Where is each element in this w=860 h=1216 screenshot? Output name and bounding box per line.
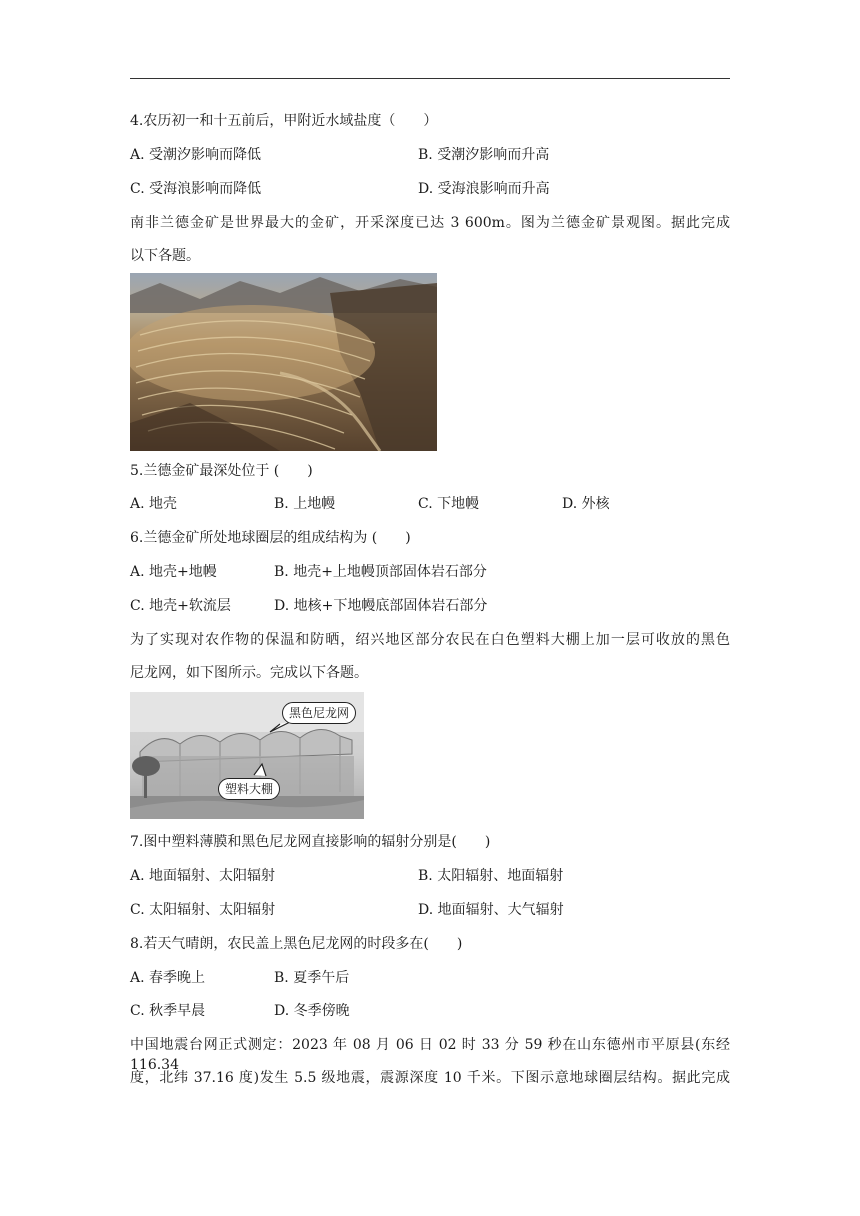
net-passage-line1: 为了实现对农作物的保温和防晒，绍兴地区部分农民在白色塑料大棚上加一层可收放的黑色 (130, 632, 730, 648)
q4-option-d: D. 受海浪影响而升高 (418, 181, 550, 197)
q6-option-d: D. 地核+下地幔底部固体岩石部分 (274, 598, 488, 614)
q8-option-d: D. 冬季傍晚 (274, 1003, 350, 1019)
q6-option-b: B. 地壳+上地幔顶部固体岩石部分 (274, 564, 487, 580)
q6-stem: 6.兰德金矿所处地球圈层的组成结构为 ( ) (130, 530, 411, 546)
q7-option-d: D. 地面辐射、大气辐射 (418, 902, 564, 918)
quake-passage-line2: 度，北纬 37.16 度)发生 5.5 级地震，震源深度 10 千米。下图示意地球圈层结构。据此完成 (130, 1070, 730, 1086)
mine-passage-line2: 以下各题。 (130, 248, 200, 264)
quake-passage-line1: 中国地震台网正式测定：2023 年 08 月 06 日 02 时 33 分 59 秒在山东德州市平原县(东经 116.34 (130, 1037, 730, 1073)
q4-stem: 4.农历初一和十五前后，甲附近水域盐度（ ） (130, 113, 438, 129)
q8-stem: 8.若天气晴朗，农民盖上黑色尼龙网的时段多在( ) (130, 936, 463, 952)
greenhouse-photo (130, 692, 364, 819)
q6-option-a: A. 地壳+地幔 (130, 564, 217, 580)
q7-option-a: A. 地面辐射、太阳辐射 (130, 868, 276, 884)
q4-option-c: C. 受海浪影响而降低 (130, 181, 262, 197)
label-black-nylon-net: 黑色尼龙网 (282, 702, 356, 724)
q8-option-a: A. 春季晚上 (130, 970, 206, 986)
q8-option-b: B. 夏季午后 (274, 970, 350, 986)
q5-option-d: D. 外核 (562, 496, 610, 512)
q8-option-c: C. 秋季早晨 (130, 1003, 206, 1019)
q7-option-b: B. 太阳辐射、地面辐射 (418, 868, 564, 884)
q7-option-c: C. 太阳辐射、太阳辐射 (130, 902, 276, 918)
q6-option-c: C. 地壳+软流层 (130, 598, 231, 614)
label-plastic-greenhouse: 塑料大棚 (218, 778, 280, 800)
q7-stem: 7.图中塑料薄膜和黑色尼龙网直接影响的辐射分别是( ) (130, 834, 491, 850)
q5-option-b: B. 上地幔 (274, 496, 336, 512)
net-passage-line2: 尼龙网，如下图所示。完成以下各题。 (130, 665, 368, 681)
header-rule (130, 78, 730, 79)
q5-option-a: A. 地壳 (130, 496, 178, 512)
gold-mine-photo (130, 273, 437, 451)
q5-stem: 5.兰德金矿最深处位于 ( ) (130, 463, 313, 479)
q5-option-c: C. 下地幔 (418, 496, 480, 512)
mine-passage-line1: 南非兰德金矿是世界最大的金矿，开采深度已达 3 600m。图为兰德金矿景观图。据此完成 (130, 215, 730, 231)
q4-option-b: B. 受潮汐影响而升高 (418, 147, 550, 163)
q4-option-a: A. 受潮汐影响而降低 (130, 147, 262, 163)
